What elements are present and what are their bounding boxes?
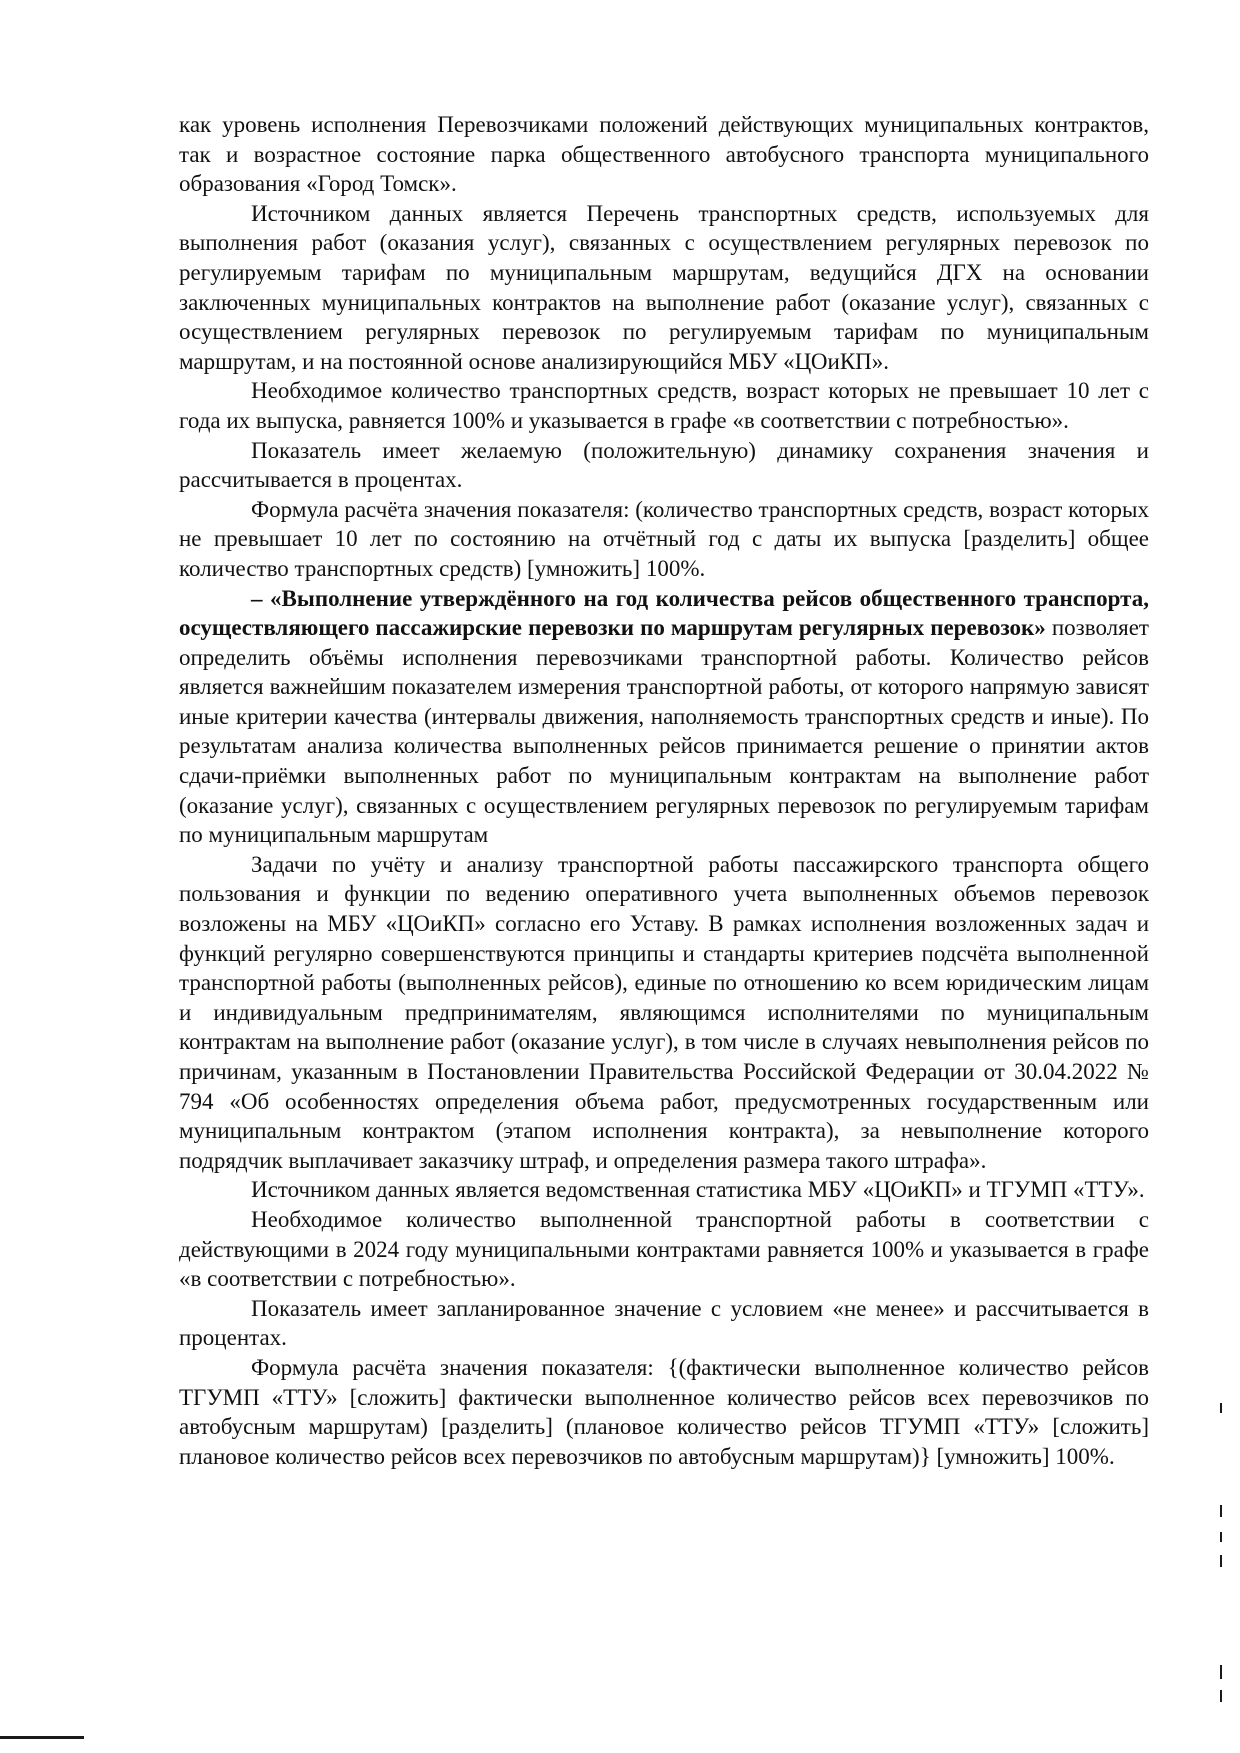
- paragraph-4: Показатель имеет желаемую (положительную) динамику сохранения значения и рассчитывается в процентах.: [179, 437, 1149, 493]
- scan-mark-right-2: [1220, 1505, 1222, 1517]
- paragraph-8: Источником данных является ведомственная статистика МБУ «ЦОиКП» и ТГУМП «ТТУ».: [251, 1177, 1145, 1203]
- paragraph-3: Необходимое количество транспортных средств, возраст которых не превышает 10 лет с года их выпуска, равняется 100% и указывается в графе «в соответствии с потребностью».: [179, 378, 1149, 433]
- paragraph-11: Формула расчёта значения показателя: {(фактически выполненное количество рейсов ТГУМП «ТТУ» [сложить] фактически выполненное количество рейсов всех перевозчиков по автобусным маршрутам) [разделить] (плановое количество рейсов ТГУМП «ТТУ» [сложить] плановое количество рейсов всех перевозчиков по автобусным маршрутам)} [умножить] 100%.: [179, 1354, 1149, 1469]
- scan-mark-bottom-left: [0, 1736, 84, 1739]
- paragraph-7: Задачи по учёту и анализу транспортной работы пассажирского транспорта общего пользования и функции по ведению оперативного учета выполненных объемов перевозок возложены на МБУ «ЦОиКП» согласно его Уставу. В рамках исполнения возложенных задач и функций регулярно совершенствуются принципы и стандарты критериев подсчёта выполненной транспортной работы (выполненных рейсов), единые по отношению ко всем юридическим лицам и индивидуальным предпринимателям, являющимся исполнителями по муниципальным контрактам на выполнение работ (оказание услуг), в том числе в случаях невыполнения рейсов по причинам, указанным в Постановлении Правительства Российской Федерации от 30.04.2022 № 794 «Об особенностях определения объема работ, предусмотренных государственным или муниципальным контрактом (этапом исполнения контракта), за невыполнение которого подрядчик выплачивает заказчику штраф, и определения размера такого штрафа».: [179, 851, 1149, 1173]
- paragraph-6-body: позволяет определить объёмы исполнения перевозчиками транспортной работы. Количество рейсов является важнейшим показателем измерения транспортной работы, от которого напрямую зависят иные критерии качества (интервалы движения, наполняемость транспортных средств и иные). По результатам анализа количества выполненных рейсов принимается решение о принятии актов сдачи-приёмки выполненных работ по муниципальным контрактам на выполнение работ (оказание услуг), связанных с осуществлением регулярных перевозок по регулируемым тарифам по муниципальным маршрутам: [179, 615, 1149, 848]
- paragraph-2: Источником данных является Перечень транспортных средств, используемых для выполнения работ (оказания услуг), связанных с осуществлением регулярных перевозок по регулируемым тарифам по муниципальным маршрутам, ведущийся ДГХ на основании заключенных муниципальных контрактов на выполнение работ (оказание услуг), связанных с осуществлением регулярных перевозок по регулируемым тарифам по муниципальным маршрутам, и на постоянной основе анализирующийся МБУ «ЦОиКП».: [179, 200, 1149, 374]
- scan-mark-right-4: [1220, 1555, 1222, 1567]
- paragraph-10: Показатель имеет запланированное значение с условием «не менее» и рассчитывается в процентах.: [179, 1295, 1149, 1351]
- paragraph-5: Формула расчёта значения показателя: (количество транспортных средств, возраст которых не превышает 10 лет по состоянию на отчётный год с даты их выпуска [разделить] общее количество транспортных средств) [умножить] 100%.: [179, 496, 1149, 581]
- scan-mark-right-6: [1220, 1690, 1222, 1702]
- indicator-title: – «Выполнение утверждённого на год количества рейсов общественного транспорта, осуществляющего пассажирские перевозки по маршрутам регулярных перевозок»: [179, 585, 1149, 641]
- paragraph-9: Необходимое количество выполненной транспортной работы в соответствии с действующими в 2024 году муниципальными контрактами равняется 100% и указывается в графе «в соответствии с потребностью».: [179, 1206, 1149, 1292]
- scan-mark-right-3: [1220, 1532, 1222, 1542]
- scan-mark-right-1: [1220, 1403, 1222, 1413]
- paragraph-1: как уровень исполнения Перевозчиками положений действующих муниципальных контрактов, так и возрастное состояние парка общественного автобусного транспорта муниципального образования «Город Томск».: [179, 112, 1149, 197]
- paragraph-6: [179, 584, 1149, 850]
- scan-mark-right-5: [1220, 1665, 1222, 1679]
- document-page: [179, 110, 1149, 1471]
